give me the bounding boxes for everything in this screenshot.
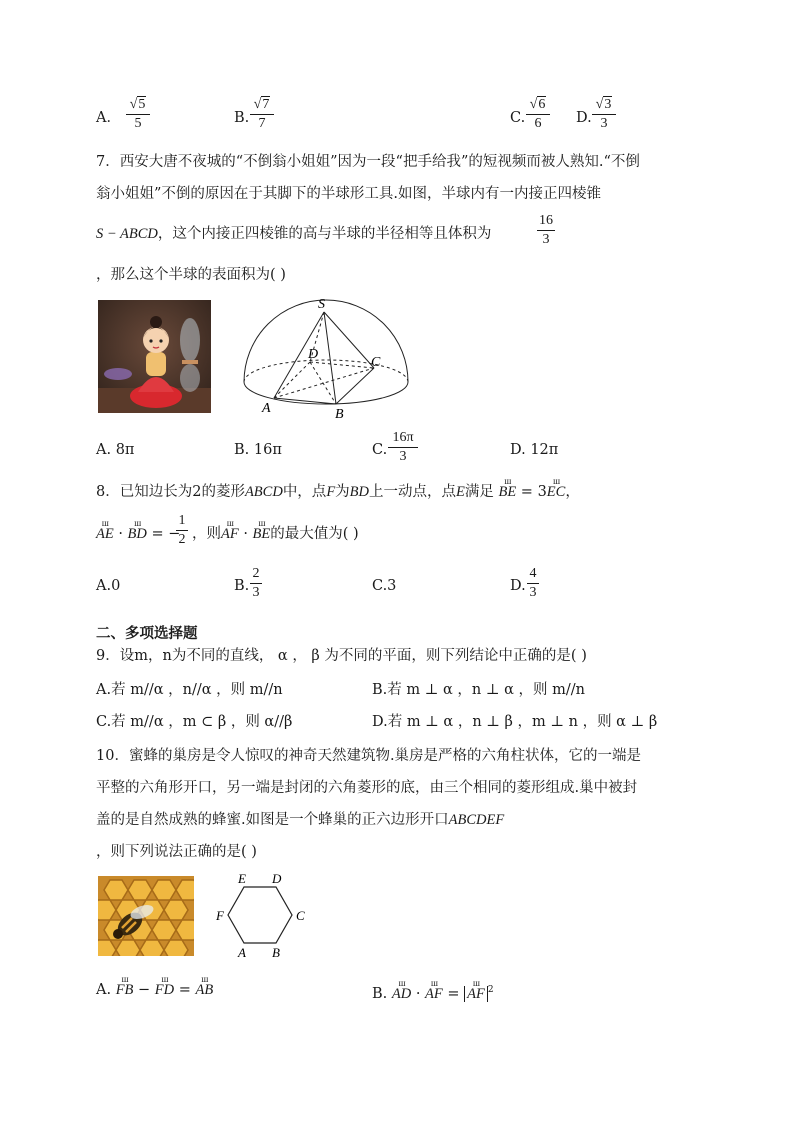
q6-option-d-label: D. (576, 110, 592, 126)
q10-line3-text: 盖的是自然成熟的蜂蜜.如图是一个蜂巢的正六边形开口 (96, 812, 449, 828)
q6-option-b-label: B. (234, 110, 250, 126)
point-label-s: S (318, 297, 325, 312)
point-label-a: A (262, 401, 271, 416)
q6-option-a-fraction: √5 5 (126, 96, 150, 132)
q7-option-c-label: C. (372, 442, 388, 458)
vector-ae: ш AE (96, 524, 114, 544)
square-exponent: 2 (487, 985, 494, 995)
q6-d-radicand: 3 (604, 97, 612, 112)
hex-label-a: A (238, 945, 246, 960)
vector-be-2: ш BE (253, 524, 271, 544)
vector-bd: ш BD (128, 524, 147, 544)
q10-option-b-label: B. (372, 985, 388, 1002)
vector-fb: ш FB (116, 980, 134, 1000)
q8-option-c: C.3 (372, 578, 397, 594)
q7-stem-line-3 (96, 224, 491, 244)
q8-option-a: A.0 (96, 578, 121, 594)
q8-stem-line-2b (192, 524, 359, 544)
vector-af-2: ш AF (425, 984, 443, 1004)
q6-a-radicand: 5 (138, 97, 146, 112)
hex-label-c: C (296, 908, 305, 923)
q6-d-denominator: 3 (600, 116, 608, 131)
q6-option-d-fraction: √3 3 (592, 96, 616, 132)
rhombus-name: ABCD (244, 484, 283, 500)
q8-dot-1: · (113, 526, 128, 542)
q7-option-a: A. 8π (96, 442, 135, 458)
q10-stem-line-4: ，则下列说法正确的是( ) (96, 844, 257, 860)
q7-option-b: B. 16π (234, 442, 282, 458)
q7-option-c-fraction (388, 430, 418, 465)
q8-stem-line-1 (96, 482, 580, 502)
q10-option-a (96, 980, 213, 1000)
q9-option-c: C.若 m//α ，m ⊂ β ，则 α//β (96, 714, 293, 730)
hexagon-name: ABCDEF (448, 812, 505, 828)
hex-label-e: E (238, 871, 246, 886)
q6-option-c-label: C. (510, 110, 526, 126)
q8-option-b-fraction (250, 566, 262, 601)
q6-c-radicand: 6 (538, 97, 546, 112)
q9-option-b: B.若 m ⊥ α ，n ⊥ α ，则 m//n (372, 682, 585, 698)
q10-stem-line-1: 10．蜜蜂的巢房是令人惊叹的神奇天然建筑物.巢房是严格的六角柱状体，它的一端是 (96, 748, 642, 764)
q8-option-b-denominator: 3 (252, 585, 260, 600)
segment-bd: BD (349, 484, 370, 500)
q8-line1-d: 上一动点，点 (369, 484, 457, 500)
q8-option-d-label: D. (510, 578, 526, 594)
q6-c-denominator: 6 (534, 116, 542, 131)
q7-volume-numerator: 16 (539, 213, 553, 228)
point-label-c: C (371, 355, 381, 370)
q10-stem-line-2: 平整的六角形开口，另一端是封闭的六角菱形的底，由三个相同的菱形组成.巢中被封 (96, 780, 638, 796)
q8-option-b-label: B. (234, 578, 250, 594)
q7-stem-line-3-text: ，这个内接正四棱锥的高与半球的半径相等且体积为 (157, 226, 492, 242)
q8-eq3: = 3 (516, 484, 547, 500)
vector-ab: ш AB (196, 980, 214, 1000)
hexagon-figure (214, 870, 310, 960)
section-title: 二、多项选择题 (96, 626, 198, 642)
q8-option-d-denominator: 3 (529, 585, 537, 600)
q8-line1-e2: 满足 (464, 484, 494, 500)
q7-stem-line-2: 翁小姐姐”不倒的原因在于其脚下的半球形工具.如图，半球内有一内接正四棱锥 (96, 186, 602, 202)
q9-option-d: D.若 m ⊥ α ，n ⊥ β ，m ⊥ n ，则 α ⊥ β (372, 714, 658, 730)
hex-label-f: F (216, 908, 224, 923)
point-f: F (326, 484, 336, 500)
q8-line1-a: 8．已知边长为2的菱形 (96, 484, 245, 500)
q10-minus: − (133, 982, 155, 998)
q8-tail: 的最大值为( ) (270, 526, 359, 542)
q6-a-denominator: 5 (134, 116, 142, 131)
vector-af-3: ш AF (467, 984, 485, 1004)
q6-b-denominator: 7 (258, 116, 266, 131)
pyramid-name: S − ABCD (96, 226, 158, 242)
vector-ec: ш EC (547, 482, 566, 502)
hex-label-d: D (272, 871, 282, 886)
q10-dot: · (411, 985, 426, 1002)
q7-volume-denominator: 3 (542, 232, 550, 247)
q8-line1-b: 中，点 (282, 484, 327, 500)
honeycomb-bee-photo (98, 876, 194, 956)
tumbler-doll-photo (98, 300, 211, 413)
q6-option-a-label: A． (96, 110, 121, 126)
q10-option-a-label: A. (96, 982, 112, 998)
q7-volume-fraction (537, 213, 555, 248)
point-label-d: D (308, 347, 319, 362)
q8-comma: ， (565, 484, 580, 500)
q8-option-d-numerator: 4 (529, 566, 537, 581)
vector-be: ш BE (498, 482, 516, 502)
q8-eqneg: = − (146, 526, 181, 542)
hex-label-b: B (272, 945, 280, 960)
vector-af: ш AF (221, 524, 239, 544)
q7-option-c-numerator: 16π (392, 430, 414, 445)
q7-stem-line-1: 7．西安大唐不夜城的“不倒翁小姐姐”因为一段“把手给我”的短视频而被人熟知.“不倒 (96, 154, 640, 170)
q6-option-b-fraction: √7 7 (250, 96, 274, 132)
q8-then: ，则 (192, 526, 221, 542)
hemisphere-figure (238, 294, 414, 422)
q6-option-c-fraction: √6 6 (526, 96, 550, 132)
vector-fd: ш FD (155, 980, 174, 1000)
q9-stem: 9．设m，n为不同的直线， α ， β 为不同的平面，则下列结论中正确的是( ) (96, 648, 587, 664)
q10-option-b (372, 980, 494, 1004)
q7-stem-line-4: ，那么这个半球的表面积为( ) (96, 267, 286, 283)
point-label-b: B (335, 407, 344, 422)
q8-option-b-numerator: 2 (252, 566, 260, 581)
q8-line1-c: 为 (335, 484, 350, 500)
abs-bars (464, 986, 488, 1002)
q7-option-d: D. 12π (510, 442, 559, 458)
q7-option-c-denominator: 3 (399, 449, 407, 464)
q10-stem-line-3 (96, 810, 504, 830)
q10-eq2: = (442, 985, 465, 1002)
q8-dot-2: · (238, 526, 253, 542)
q8-half-fraction (176, 513, 188, 548)
point-e: E (456, 484, 465, 500)
q8-half-denominator: 2 (178, 532, 186, 547)
q6-b-radicand: 7 (262, 97, 270, 112)
q10-eq: = (174, 982, 196, 998)
q8-option-d-fraction (527, 566, 539, 601)
vector-ad: ш AD (392, 984, 411, 1004)
q8-stem-line-2 (96, 524, 180, 544)
q9-option-a: A.若 m//α ，n//α ，则 m//n (96, 682, 283, 698)
q8-half-numerator: 1 (178, 513, 186, 528)
